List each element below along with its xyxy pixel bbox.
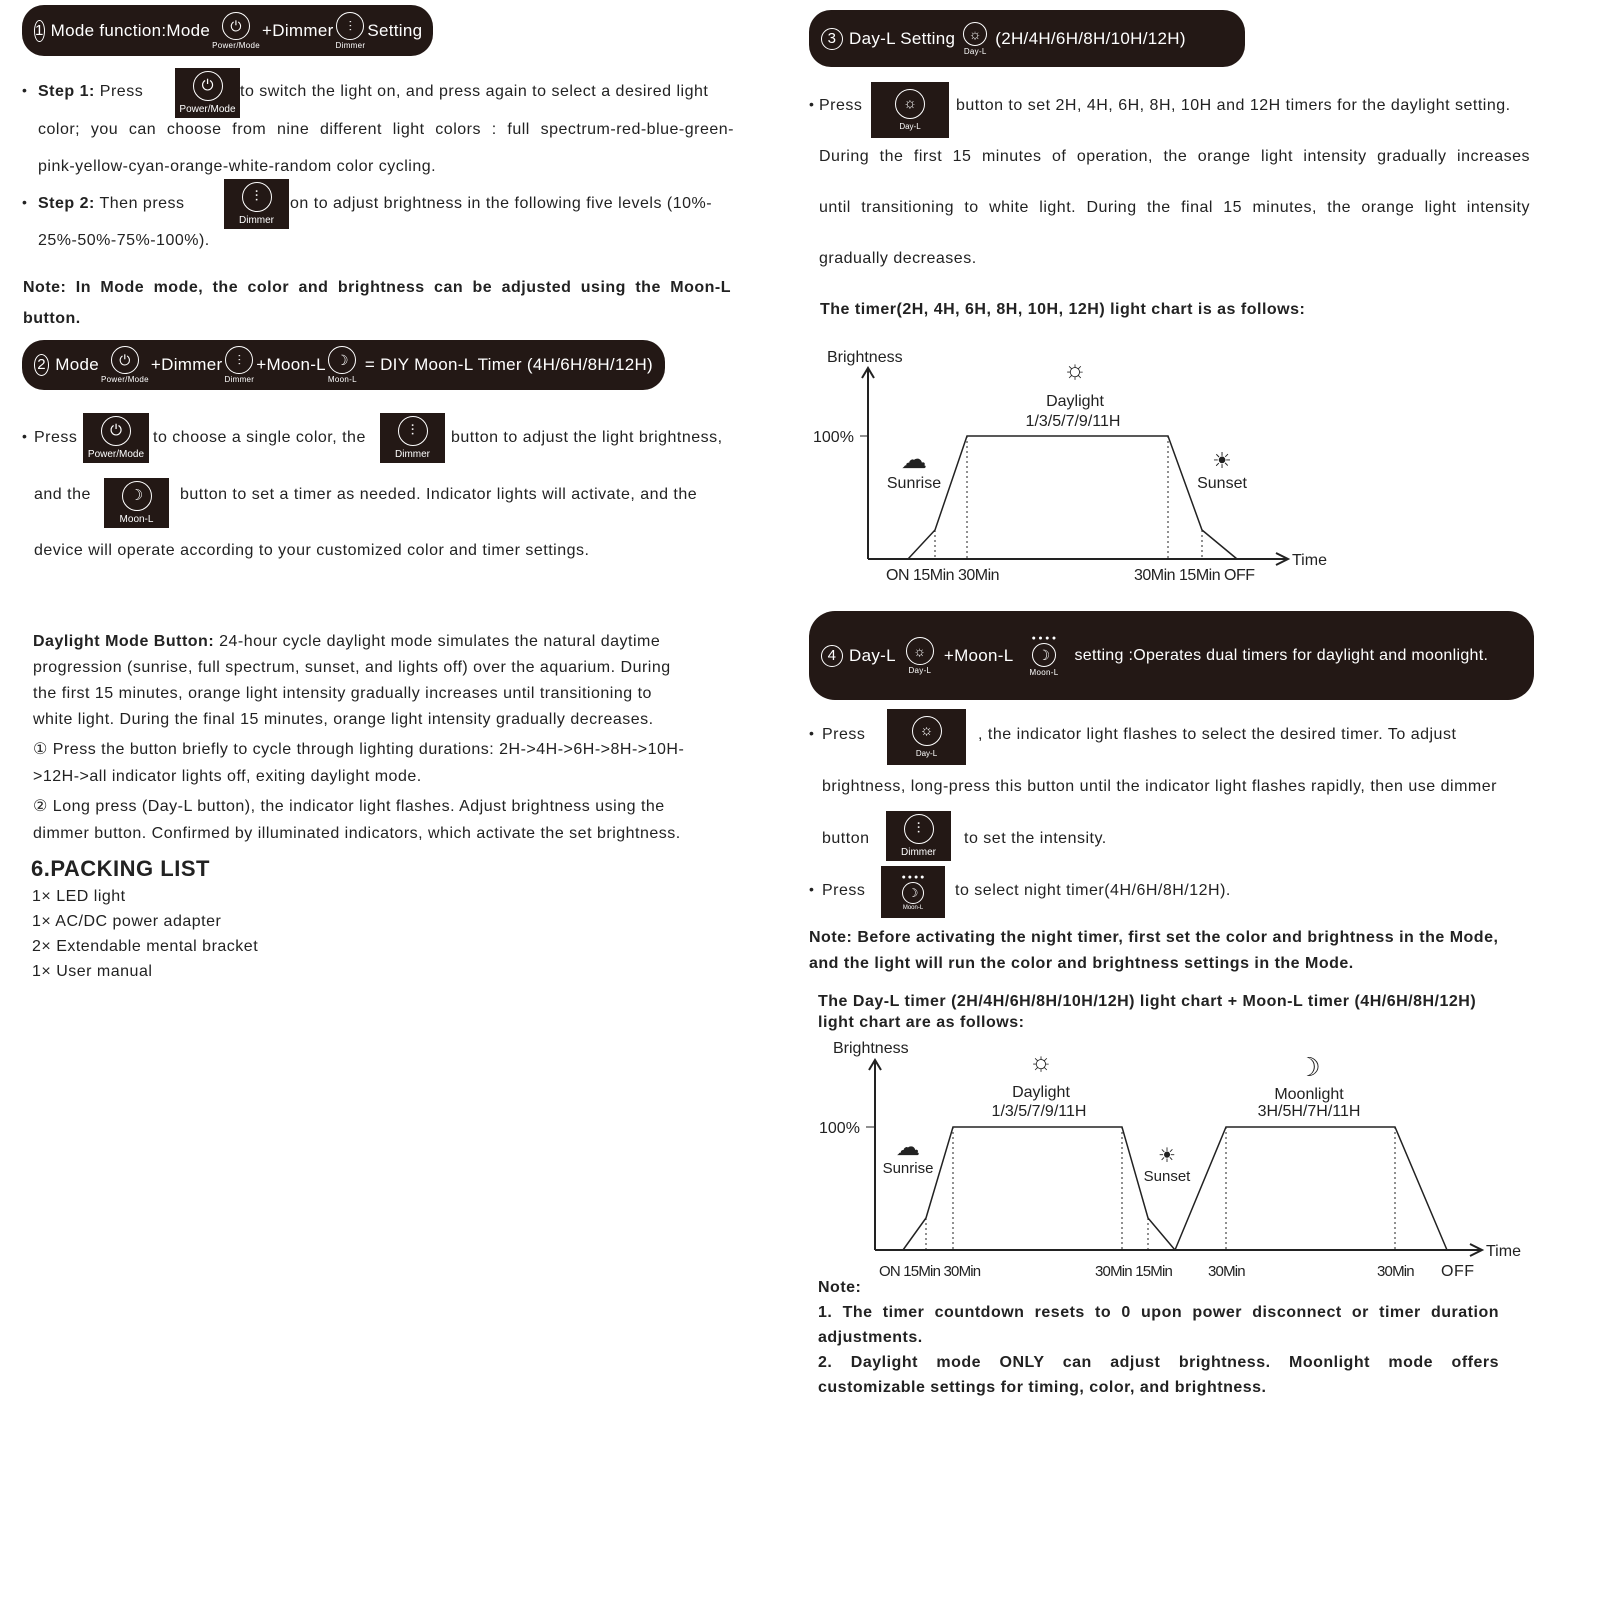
icon-label: Day-L [963,46,987,56]
daylight-curve [903,1127,1175,1250]
chart-title: The timer(2H, 4H, 6H, 8H, 10H, 12H) light chart is as follows: [820,301,1306,318]
moon-l-icon: ● ● ● ● ☽ Moon-L [1029,635,1059,677]
sunset-label: Sunset [1143,1168,1191,1185]
note-item: customizable settings for timing, color, and brightness. [818,1379,1267,1396]
icon-label: Dimmer [224,375,255,384]
cloud-sun-icon: ☁ [896,1134,920,1161]
x-axis-label: Time [1486,1243,1521,1260]
day-l-sun-icon: ☼ Day-L [963,22,987,56]
text: white light. During the final 15 minutes, orange light intensity gradually decreases. [33,711,654,728]
daylight-hours: 1/3/5/7/9/11H [991,1103,1087,1120]
moon-button-icon: ☽ Moon-L [104,478,169,528]
text: until transitioning to white light. During the final 15 minutes, the orange light intensity [819,199,1530,216]
step1-text: color; you can choose from nine different light colors : full spectrum-red-blue-green- [38,121,734,138]
text: Press [819,97,863,114]
sunrise-label: Sunrise [882,1160,934,1177]
chart-title: light chart are as follows: [818,1014,1025,1031]
step2-text: on to adjust brightness in the following five levels (10%- [290,195,713,212]
bullet: • [22,194,27,210]
daylight-label: Daylight Mode Button: [33,633,215,650]
daylight-label: Daylight [1046,393,1104,410]
text: button [822,830,870,847]
icon-label: Moon-L [1029,668,1059,677]
section-4-banner [809,611,1534,700]
step1-label: Step 1: [38,83,95,100]
bullet: • [22,428,27,444]
dimmer-button-icon: ⫶ Dimmer [380,413,445,463]
text: progression (sunrise, full spectrum, sunset, and lights off) over the aquarium. During [33,659,671,676]
banner-text: Day-L [849,645,896,665]
banner-text: +Dimmer [150,355,223,374]
brightness-curve [908,436,1237,559]
power-mode-icon: ⏻ Power/Mode [101,346,149,384]
sunset-label: Sunset [1197,475,1247,492]
icon-label: Dimmer [239,215,274,226]
guide-lines [935,436,1202,559]
packing-list-title: 6.PACKING LIST [31,856,210,881]
text: button to set a timer as needed. Indicator lights will activate, and the [180,486,698,503]
x-tick-label: 30Min 15Min [1095,1263,1173,1280]
x-tick-label: ON 15Min 30Min [879,1263,981,1280]
text: button to adjust the light brightness, [451,429,723,446]
bullet: • [22,82,27,98]
banner-text: Setting [367,20,423,40]
moon-icon: ☽ [1297,1052,1321,1082]
text: and the [34,486,91,503]
banner-text: Mode [55,355,99,374]
step1-text: pink-yellow-cyan-orange-white-random color cycling. [38,158,437,175]
x-axis-label: Time [1292,552,1327,569]
packing-item: 2× Extendable mental bracket [32,938,259,955]
note-item: adjustments. [818,1329,923,1346]
bullet: • [809,881,814,897]
power-mode-icon: ⏻ Power/Mode [212,12,260,50]
text: >12H->all indicator lights off, exiting daylight mode. [33,768,422,785]
bullet: • [809,96,814,112]
text: Press [822,726,866,743]
icon-label: Day-L [899,122,921,131]
text: Press [822,882,866,899]
x-tick-label: 30Min [1377,1263,1414,1280]
icon-label: Day-L [908,665,932,675]
dimmer-icon: ⫶ Dimmer [224,346,254,384]
section-number: 4 [821,645,843,667]
text: Press [34,429,78,446]
x-tick-label: OFF [1441,1263,1475,1280]
section-number: 1 [34,20,45,42]
daylight-hours: 1/3/5/7/9/11H [1025,413,1121,430]
banner-text: = DIY Moon-L Timer (4H/6H/8H/12H) [364,355,653,374]
cloud-sun-icon: ☁ [901,444,927,474]
icon-label: Power/Mode [87,449,145,460]
icon-label: Moon-L [119,514,154,525]
note-item: 2. Daylight mode ONLY can adjust brightness. Moonlight mode offers [818,1354,1499,1371]
bullet: • [809,725,814,741]
text: button to set 2H, 4H, 6H, 8H, 10H and 12H timers for the daylight setting. [956,97,1511,114]
text: device will operate according to your customized color and timer settings. [34,542,590,559]
note-text: Note: Before activating the night timer, first set the color and brightness in the Mode, [809,929,1499,946]
text: to choose a single color, the [153,429,366,446]
banner-text: setting :Operates dual timers for daylight and moonlight. [1074,646,1489,664]
icon-label: Dimmer [335,40,366,50]
text: Then press [99,195,185,212]
sun-icon: ☼ [1029,1046,1053,1076]
y-axis-label: Brightness [833,1040,909,1057]
sunrise-label: Sunrise [886,475,942,492]
packing-item: 1× User manual [32,963,153,980]
power-mode-button-icon: ⏻ Power/Mode [175,68,240,118]
packing-item: 1× LED light [32,888,126,905]
text: brightness, long-press this button until the indicator light flashes rapidly, then use dimmer [822,778,1497,795]
banner-text: +Moon-L [256,355,326,374]
dimmer-icon: ⫶ Dimmer [336,12,366,50]
icon-label: Dimmer [901,847,936,858]
dimmer-button-icon: ⫶ Dimmer [886,811,951,861]
notes-title: Note: [818,1279,862,1296]
note-text: and the light will run the color and brightness settings in the Mode. [809,955,1354,972]
banner-text: +Dimmer [262,20,334,40]
text: 24-hour cycle daylight mode simulates the natural daytime [214,633,661,650]
icon-label: Power/Mode [101,375,149,384]
packing-item: 1× AC/DC power adapter [32,913,222,930]
power-mode-button-icon: ⏻ Power/Mode [83,413,149,463]
text: to select night timer(4H/6H/8H/12H). [955,882,1231,899]
text: Press [99,83,144,100]
y-axis-label: Brightness [827,349,903,366]
icon-label: Moon-L [327,375,357,384]
moonlight-curve [1175,1127,1447,1250]
step1-text: to switch the light on, and press again to select a desired light [240,83,709,100]
step2-label: Step 2: [38,195,95,212]
icon-label: Power/Mode [212,40,261,50]
note-item: 1. The timer countdown resets to 0 upon power disconnect or timer duration [818,1304,1499,1321]
sunset-icon: ☀ [1158,1145,1176,1167]
banner-text: +Moon-L [943,645,1014,665]
note-text: Note: In Mode mode, the color and brightness can be adjusted using the Moon-L [23,279,731,296]
sun-icon: ☼ [1063,354,1087,384]
x-tick-labels [879,1263,1475,1280]
banner-text: Day-L Setting [849,28,956,48]
day-l-button-icon: ☼ Day-L [871,82,949,138]
moonlight-hours: 3H/5H/7H/11H [1257,1103,1361,1120]
dimmer-button-icon: ⫶ Dimmer [224,179,289,229]
banner-text: (2H/4H/6H/8H/10H/12H) [995,28,1186,48]
moon-icon: ☽ Moon-L [328,346,357,384]
y-tick-label: 100% [813,429,854,446]
day-l-icon: ☼ Day-L [906,637,934,675]
step2-text: 25%-50%-75%-100%). [38,232,210,249]
moonlight-label: Moonlight [1274,1086,1344,1103]
text: gradually decreases. [819,250,977,267]
text: During the first 15 minutes of operation, the orange light intensity gradually increases [819,148,1530,165]
icon-label: Power/Mode [179,104,236,115]
text: the first 15 minutes, orange light intensity gradually increases until transitioning to [33,685,652,702]
x-tick-labels: 30Min 15Min OFF [1134,567,1255,584]
section-number: 2 [34,354,49,376]
section-number: 3 [821,28,843,50]
moon-l-button-icon: ● ● ● ● ☽ Moon-L [881,866,945,918]
note-text: button. [23,310,81,327]
text: ① Press the button briefly to cycle through lighting durations: 2H->4H->6H->8H->10H- [33,741,685,758]
sunset-icon: ☀ [1212,448,1232,473]
x-tick-labels: ON 15Min 30Min [886,567,1000,584]
day-l-button-icon: ☼ Day-L [887,709,966,765]
icon-label: Moon-L [902,905,924,911]
chart-title: The Day-L timer (2H/4H/6H/8H/10H/12H) light chart + Moon-L timer (4H/6H/8H/12H) [818,993,1477,1010]
y-tick-label: 100% [819,1120,860,1137]
text: dimmer button. Confirmed by illuminated indicators, which activate the set brightness. [33,825,681,842]
daylight-label: Daylight [1012,1084,1070,1101]
icon-label: Day-L [915,749,938,758]
x-tick-label: 30Min [1208,1263,1245,1280]
icon-label: Dimmer [395,449,430,460]
text: ② Long press (Day-L button), the indicator light flashes. Adjust brightness using the [33,798,665,815]
text: to set the intensity. [964,830,1107,847]
text: , the indicator light flashes to select the desired timer. To adjust [978,726,1457,743]
banner-text: Mode function:Mode [50,20,211,40]
moon-timer-indicators: ● ● ● ● [1031,635,1057,642]
